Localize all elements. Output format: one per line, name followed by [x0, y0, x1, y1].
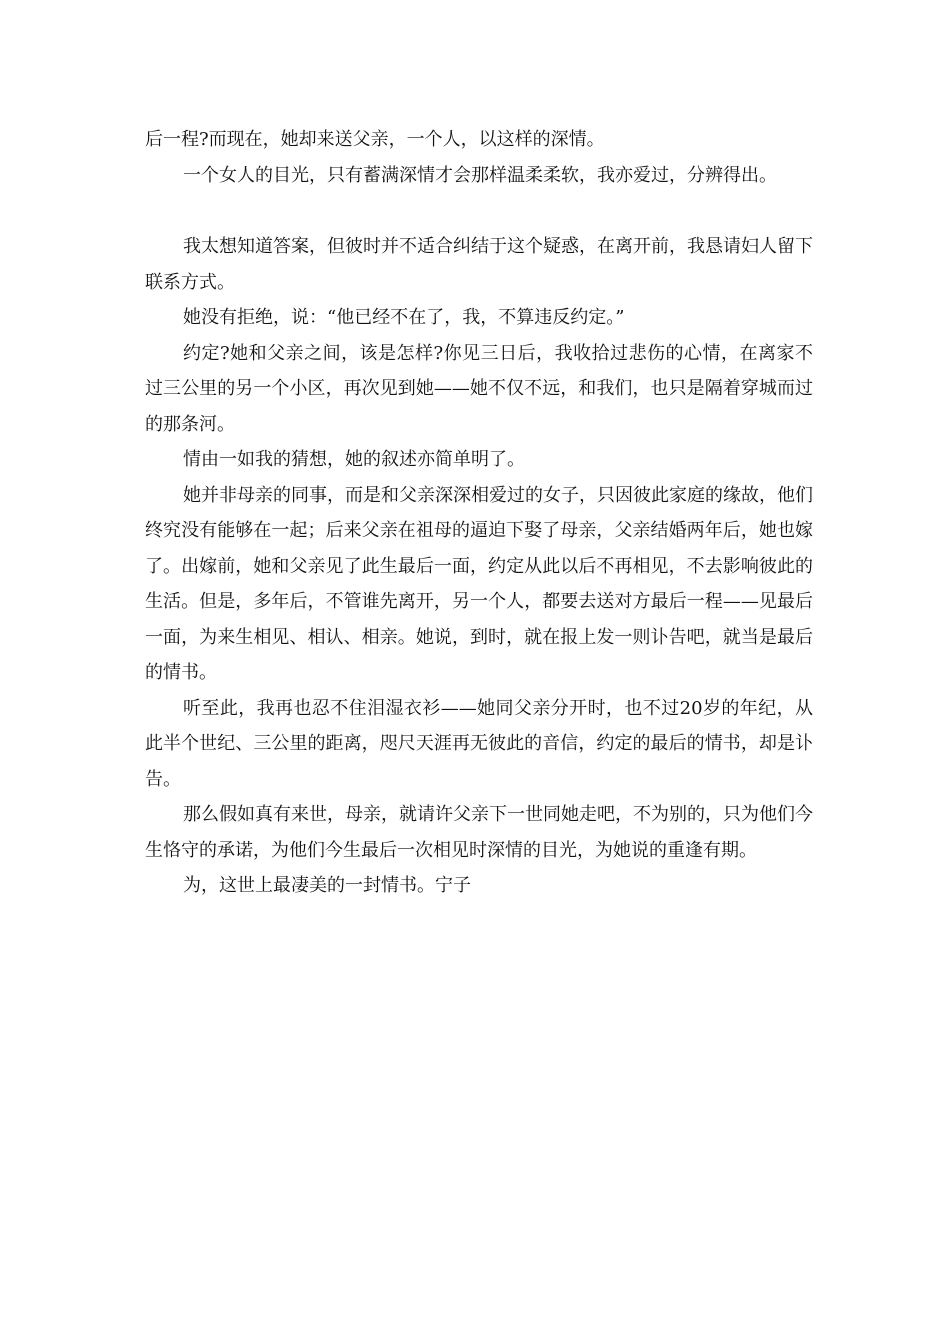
- document-body: [145, 122, 813, 904]
- paragraph: 听至此，我再也忍不住泪湿衣衫——她同父亲分开时，也不过20岁的年纪，从此半个世纪、三公里的距离，咫尺天涯再无彼此的音信，约定的最后的情书，却是讣告。: [145, 697, 813, 790]
- paragraph: 约定?她和父亲之间，该是怎样?你见三日后，我收拾过悲伤的心情，在离家不过三公里的另一个小区，再次见到她——她不仅不远，和我们，也只是隔着穿城而过的那条河。: [145, 342, 813, 435]
- paragraph: 后一程?而现在，她却来送父亲，一个人，以这样的深情。: [145, 129, 605, 150]
- paragraph: 为，这世上最凄美的一封情书。宁子: [183, 875, 471, 896]
- paragraph: 那么假如真有来世，母亲，就请许父亲下一世同她走吧，不为别的，只为他们今生恪守的承诺，为他们今生最后一次相见时深情的目光，为她说的重逢有期。: [145, 804, 813, 861]
- paragraph: 她并非母亲的同事，而是和父亲深深相爱过的女子，只因彼此家庭的缘故，他们终究没有能够在一起；后来父亲在祖母的逼迫下娶了母亲，父亲结婚两年后，她也嫁了。出嫁前，她和父亲见了此生最后一面，约定从此以后不再相见，不去影响彼此的生活。但是，多年后，不管谁先离开，另一个人，都要去送对方最后一程——见最后一面，为来生相见、相认、相亲。她说，到时，就在报上发一则讣告吧，就当是最后的情书。: [145, 484, 813, 683]
- paragraph: 情由一如我的猜想，她的叙述亦简单明了。: [183, 449, 525, 470]
- paragraph: 我太想知道答案，但彼时并不适合纠结于这个疑惑，在离开前，我恳请妇人留下联系方式。: [145, 236, 813, 293]
- paragraph: 一个女人的目光，只有蓄满深情才会那样温柔柔软，我亦爱过，分辨得出。: [183, 164, 777, 186]
- paragraph: 她没有拒绝，说：“他已经不在了，我，不算违反约定。”: [183, 307, 625, 328]
- paragraph-gap: [145, 193, 813, 229]
